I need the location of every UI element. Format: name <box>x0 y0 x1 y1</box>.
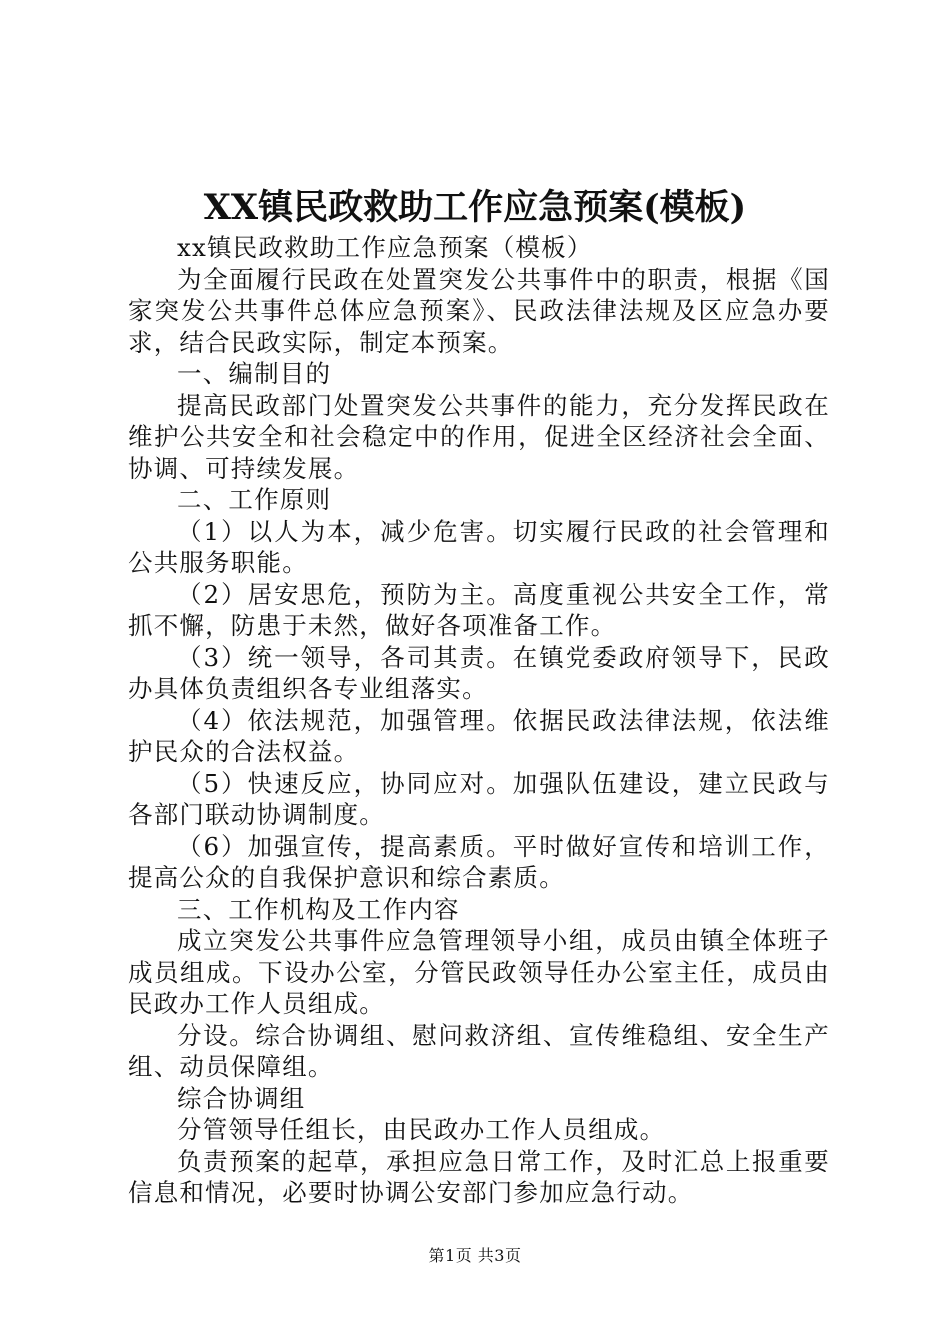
principle-item: （5）快速反应，协同应对。加强队伍建设，建立民政与各部门联动协调制度。 <box>128 768 830 829</box>
subsection-heading: 综合协调组 <box>177 1083 306 1113</box>
principle-item: （4）依法规范，加强管理。依据民政法律法规，依法维护民众的合法权益。 <box>128 705 830 766</box>
document-title: XX镇民政救助工作应急预案(模板) <box>203 187 747 228</box>
body-paragraph: 负责预案的起草，承担应急日常工作，及时汇总上报重要信息和情况，必要时协调公安部门参加应急行动。 <box>128 1146 830 1207</box>
body-paragraph: 成立突发公共事件应急管理领导小组，成员由镇全体班子成员组成。下设办公室，分管民政领导任办公室主任，成员由民政办工作人员组成。 <box>128 926 830 1018</box>
page-number-footer: 第1页 共3页 <box>428 1246 522 1265</box>
document-body <box>128 232 830 1209</box>
section-heading: 一、编制目的 <box>177 359 332 388</box>
body-paragraph: 为全面履行民政在处置突发公共事件中的职责，根据《国家突发公共事件总体应急预案》、民政法律法规及区应急办要求，结合民政实际，制定本预案。 <box>128 264 830 357</box>
section-heading: 二、工作原则 <box>177 485 332 514</box>
body-paragraph: 分管领导任组长，由民政办工作人员组成。 <box>177 1115 666 1144</box>
body-paragraph: 提高民政部门处置突发公共事件的能力，充分发挥民政在维护公共安全和社会稳定中的作用，促进全区经济社会全面、协调、可持续发展。 <box>128 390 830 483</box>
principle-item: （2）居安思危，预防为主。高度重视公共安全工作，常抓不懈，防患于未然，做好各项准备工作。 <box>128 579 830 640</box>
body-paragraph: xx镇民政救助工作应急预案（模板） <box>177 233 593 262</box>
principle-item: （6）加强宣传，提高素质。平时做好宣传和培训工作，提高公众的自我保护意识和综合素质。 <box>128 831 830 892</box>
section-heading: 三、工作机构及工作内容 <box>177 894 460 924</box>
principle-item: （3）统一领导，各司其责。在镇党委政府领导下，民政办具体负责组织各专业组落实。 <box>128 642 830 703</box>
body-paragraph: 分设。综合协调组、慰问救济组、宣传维稳组、安全生产组、动员保障组。 <box>128 1020 830 1081</box>
principle-item: （1）以人为本，减少危害。切实履行民政的社会管理和公共服务职能。 <box>128 516 830 577</box>
